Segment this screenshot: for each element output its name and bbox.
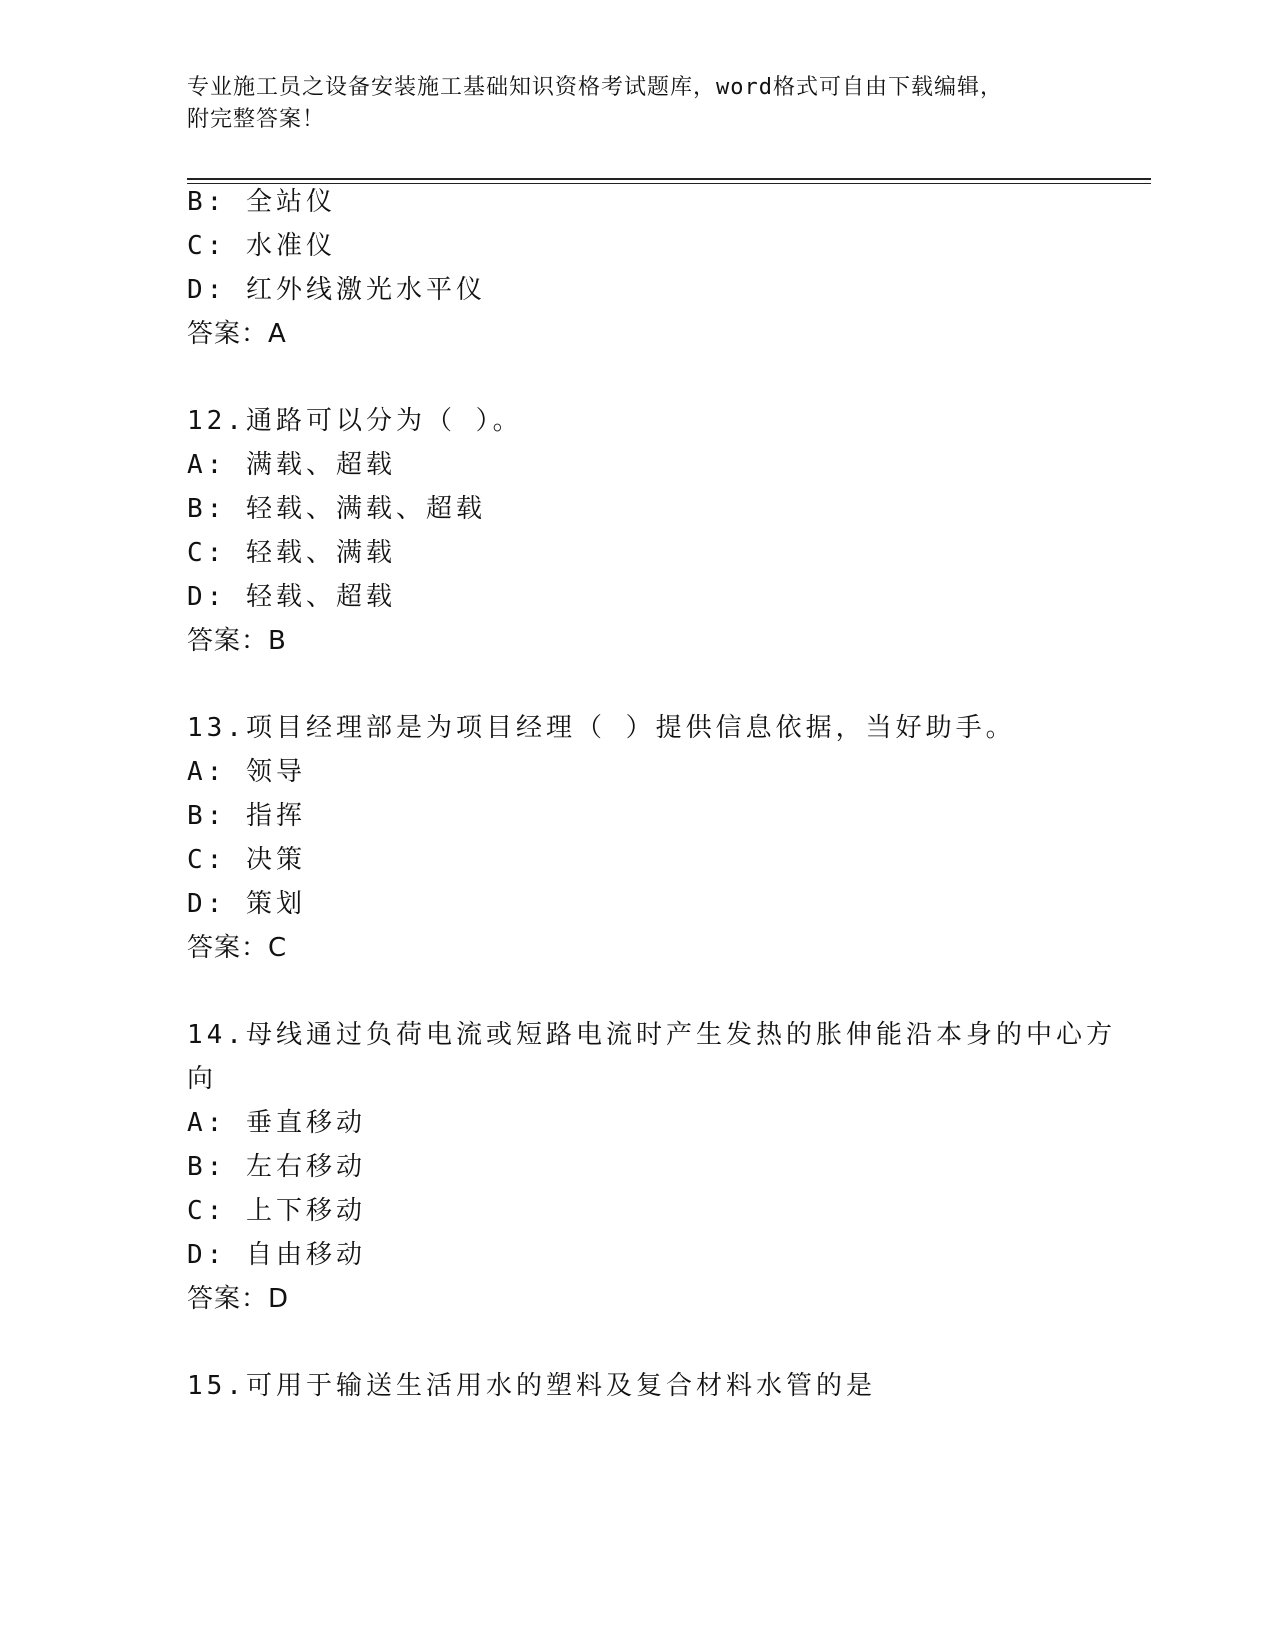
q11-option-d: D: 红外线激光水平仪 bbox=[187, 275, 486, 305]
q13-option-c: C: 决策 bbox=[187, 845, 306, 875]
q14-option-b: B: 左右移动 bbox=[187, 1152, 366, 1182]
q12-option-d: D: 轻载、超载 bbox=[187, 582, 396, 612]
q12-option-b: B: 轻载、满载、超载 bbox=[187, 494, 486, 524]
q11-answer: 答案：A bbox=[187, 319, 287, 349]
q14-option-c: C: 上下移动 bbox=[187, 1196, 366, 1226]
header-divider-thick bbox=[187, 178, 1151, 180]
q14-option-d: D: 自由移动 bbox=[187, 1240, 366, 1270]
q13-option-a: A: 领导 bbox=[187, 757, 306, 787]
q14-option-a: A: 垂直移动 bbox=[187, 1108, 366, 1138]
q13-question: 13.项目经理部是为项目经理（ ）提供信息依据，当好助手。 bbox=[187, 713, 1016, 743]
q12-answer: 答案：B bbox=[187, 626, 287, 656]
q12-option-c: C: 轻载、满载 bbox=[187, 538, 396, 568]
q14-question-line-1: 14.母线通过负荷电流或短路电流时产生发热的胀伸能沿本身的中心方 bbox=[187, 1020, 1116, 1050]
q14-answer: 答案：D bbox=[187, 1284, 290, 1314]
q13-answer: 答案：C bbox=[187, 933, 288, 963]
header-divider-thin bbox=[187, 183, 1151, 184]
q13-option-d: D: 策划 bbox=[187, 889, 306, 919]
q13-option-b: B: 指挥 bbox=[187, 801, 306, 831]
q14-question-line-2: 向 bbox=[187, 1064, 218, 1094]
q12-question: 12.通路可以分为（ ）。 bbox=[187, 406, 523, 436]
q12-option-a: A: 满载、超载 bbox=[187, 450, 396, 480]
header-line-1: 专业施工员之设备安装施工基础知识资格考试题库，word格式可自由下载编辑， bbox=[187, 75, 1003, 100]
header-line-2: 附完整答案！ bbox=[187, 107, 326, 132]
q11-option-c: C: 水准仪 bbox=[187, 231, 336, 261]
document-header bbox=[187, 72, 1087, 136]
q11-option-b: B: 全站仪 bbox=[187, 187, 336, 217]
q15-question: 15.可用于输送生活用水的塑料及复合材料水管的是 bbox=[187, 1371, 876, 1401]
